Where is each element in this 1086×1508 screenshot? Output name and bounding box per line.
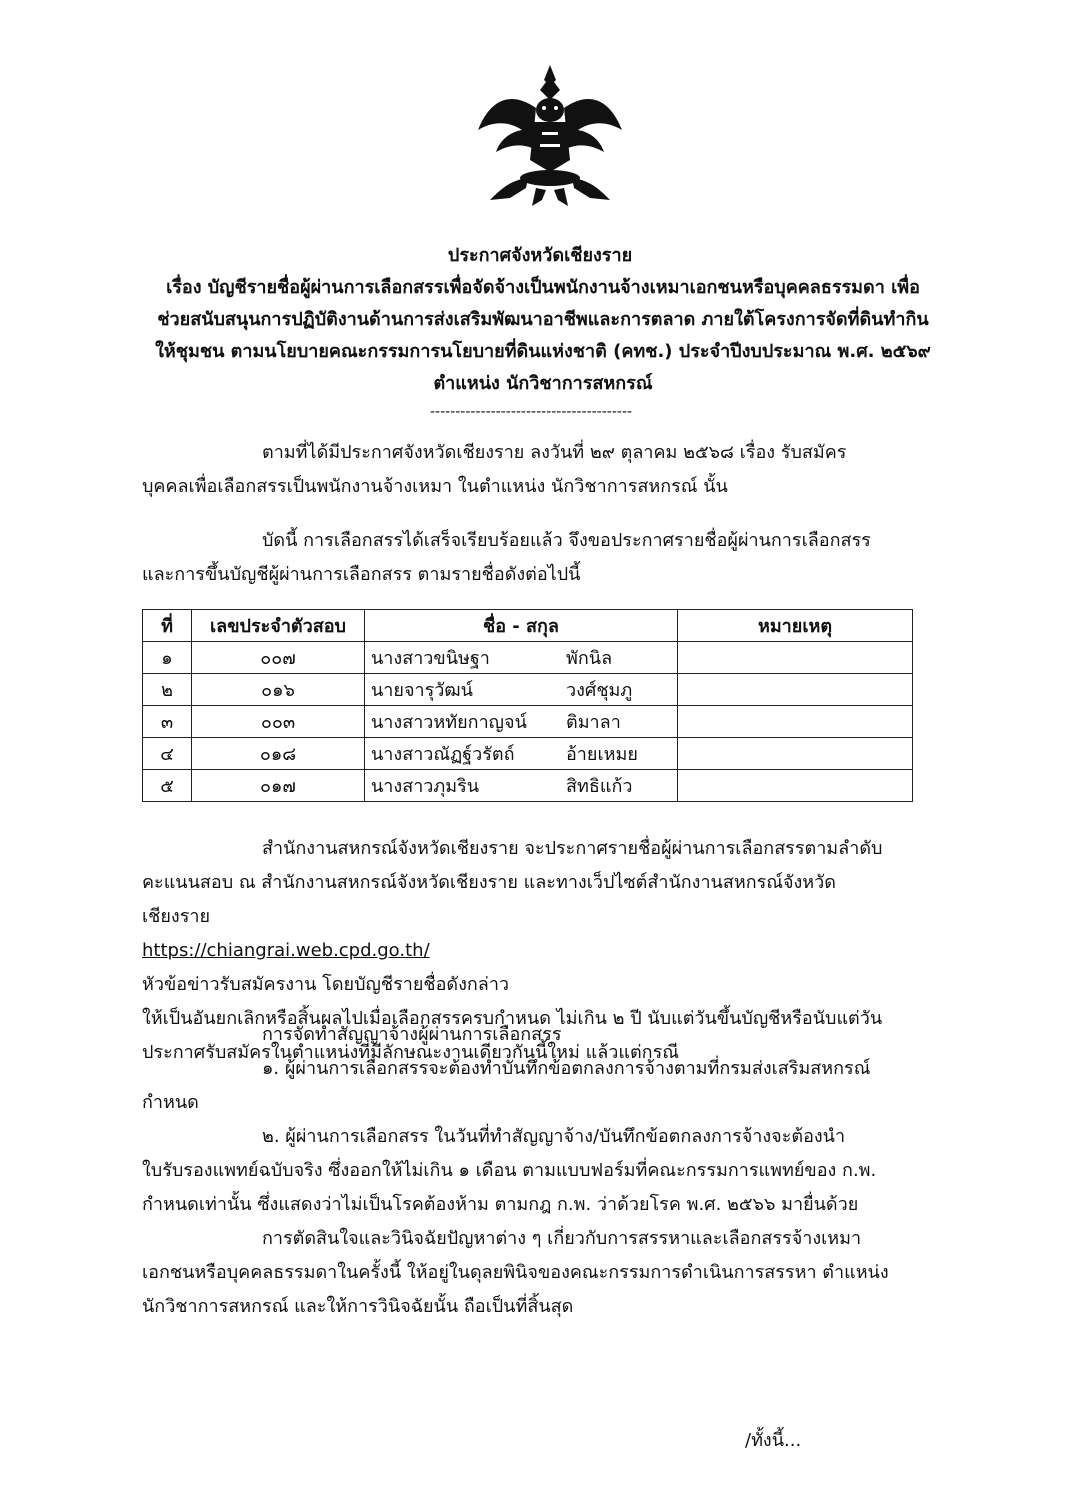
table-row: [143, 770, 913, 802]
contract-item: กำหนดเท่านั้น ซึ่งแสดงว่าไม่เป็นโรคต้องห้าม ตามกฎ ก.พ. ว่าด้วยโรค พ.ศ. ๒๕๖๖ มายื่นด้วย: [142, 1194, 859, 1215]
decision-line: นักวิชาการสหกรณ์ และให้การวินิจฉัยนั้น ถือเป็นที่สิ้นสุด: [142, 1296, 574, 1317]
office-text: หัวข้อข่าวรับสมัครงาน โดยบัญชีรายชื่อดังกล่าว: [142, 974, 510, 995]
subject-line: ช่วยสนับสนุนการปฏิบัติงานด้านการส่งเสริมพัฒนาอาชีพและการตลาด ภายใต้โครงการจัดที่ดินทำกิน: [157, 309, 929, 330]
cell-no: ๔: [143, 738, 192, 770]
col-header-name: ชื่อ - สกุล: [365, 610, 678, 642]
first-name: นางสาวณัฏฐ์วรัตถ์: [371, 744, 515, 765]
cell-note: [678, 738, 913, 770]
cell-exam-id: ๐๑๖: [192, 674, 365, 706]
last-name: อ้ายเหมย: [566, 744, 638, 765]
cell-note: [678, 642, 913, 674]
cell-exam-id: ๐๑๘: [192, 738, 365, 770]
first-name: นางสาวหทัยกาญจน์: [371, 712, 527, 733]
subject-line: ตำแหน่ง นักวิชาการสหกรณ์: [433, 373, 653, 394]
last-name: วงศ์ชุมภู: [566, 680, 633, 701]
cell-note: [678, 674, 913, 706]
intro-line: ตามที่ได้มีประกาศจังหวัดเชียงราย ลงวันที่ ๒๙ ตุลาคม ๒๕๖๘ เรื่อง รับสมัคร: [262, 442, 847, 463]
subject-line: ให้ชุมชน ตามนโยบายคณะกรรมการนโยบายที่ดินแห่งชาติ (คทช.) ประจำปีงบประมาณ พ.ศ. ๒๕๖๙: [155, 341, 931, 362]
col-header-no: ที่: [143, 610, 192, 642]
first-name: นางสาวขนิษฐา: [371, 648, 490, 669]
decision-line: เอกชนหรือบุคคลธรรมดาในครั้งนี้ ให้อยู่ในดุลยพินิจของคณะกรรมการดำเนินการสรรหา ตำแหน่ง: [142, 1262, 889, 1283]
office-line: สำนักงานสหกรณ์จังหวัดเชียงราย จะประกาศรายชื่อผู้ผ่านการเลือกสรรตามลำดับ: [262, 838, 883, 859]
cell-no: ๒: [143, 674, 192, 706]
garuda-emblem-icon: [470, 60, 630, 210]
contract-item: ใบรับรองแพทย์ฉบับจริง ซึ่งออกให้ไม่เกิน ๑ เดือน ตามแบบฟอร์มที่คณะกรรมการแพทย์ของ ก.พ.: [142, 1160, 877, 1181]
contract-item: กำหนด: [142, 1092, 199, 1113]
cell-name: [365, 738, 678, 770]
contract-item: ๒. ผู้ผ่านการเลือกสรร ในวันที่ทำสัญญาจ้าง/บันทึกข้อตกลงการจ้างจะต้องนำ: [262, 1126, 846, 1147]
table-row: [143, 674, 913, 706]
continued-marker: /ทั้งนี้...: [745, 1430, 802, 1451]
last-name: พักนิล: [566, 648, 613, 669]
cell-exam-id: ๐๐๓: [192, 706, 365, 738]
announce-paragraph: [142, 524, 871, 592]
cell-name: [365, 642, 678, 674]
table-row: [143, 706, 913, 738]
contract-item: ๑. ผู้ผ่านการเลือกสรรจะต้องทำบันทึกข้อตกลงการจ้างตามที่กรมส่งเสริมสหกรณ์: [262, 1058, 871, 1079]
cell-note: [678, 706, 913, 738]
last-name: ติมาลา: [566, 712, 621, 733]
office-line: ประกาศรับสมัครในตำแหน่งที่มีลักษณะงานเดียวกันนี้ใหม่ แล้วแต่กรณี: [142, 1042, 679, 1063]
announce-line: และการขึ้นบัญชีผู้ผ่านการเลือกสรร ตามรายชื่อดังต่อไปนี้: [142, 564, 581, 585]
office-line: ให้เป็นอันยกเลิกหรือสิ้นผลไปเมื่อเลือกสรรครบกำหนด ไม่เกิน ๒ ปี นับแต่วันขึ้นบัญชีหรือนับแต่วัน: [142, 1008, 883, 1029]
cell-note: [678, 770, 913, 802]
cell-name: [365, 770, 678, 802]
title-text: ประกาศจังหวัดเชียงราย: [447, 245, 633, 266]
intro-paragraph: [142, 436, 846, 504]
cell-no: ๕: [143, 770, 192, 802]
col-header-note: หมายเหตุ: [678, 610, 913, 642]
cell-no: ๑: [143, 642, 192, 674]
intro-line: บุคคลเพื่อเลือกสรรเป็นพนักงานจ้างเหมา ในตำแหน่ง นักวิชาการสหกรณ์ นั้น: [142, 476, 728, 497]
announce-line: บัดนี้ การเลือกสรรได้เสร็จเรียบร้อยแล้ว จึงขอประกาศรายชื่อผู้ผ่านการเลือกสรร: [262, 530, 871, 551]
first-name: นายจารุวัฒน์: [371, 680, 473, 701]
divider-line: ----------------------------------------: [430, 404, 633, 420]
cell-exam-id: ๐๐๗: [192, 642, 365, 674]
subject-block: [148, 272, 938, 400]
decision-line: การตัดสินใจและวินิจฉัยปัญหาต่าง ๆ เกี่ยวกับการสรรหาและเลือกสรรจ้างเหมา: [262, 1228, 862, 1249]
office-line: คะแนนสอบ ณ สำนักงานสหกรณ์จังหวัดเชียงราย และทางเว็ปไซต์สำนักงานสหกรณ์จังหวัด: [142, 872, 836, 893]
contract-heading: การจัดทำสัญญาจ้างผู้ผ่านการเลือกสรร: [262, 1024, 562, 1045]
cell-name: [365, 674, 678, 706]
col-header-exam-id: เลขประจำตัวสอบ: [192, 610, 365, 642]
cell-name: [365, 706, 678, 738]
last-name: สิทธิแก้ว: [566, 776, 633, 797]
contract-section: [142, 1018, 889, 1324]
office-text: เชียงราย: [142, 906, 211, 927]
table-row: [143, 642, 913, 674]
cell-exam-id: ๐๑๗: [192, 770, 365, 802]
passed-candidates-table: [142, 609, 913, 802]
table-row: [143, 738, 913, 770]
office-line-with-link: [142, 900, 882, 1002]
first-name: นางสาวภุมริน: [371, 776, 480, 797]
table-header-row: [143, 610, 913, 642]
website-link[interactable]: https://chiangrai.web.cpd.go.th/: [142, 940, 430, 961]
announcement-title: [140, 240, 940, 272]
cell-no: ๓: [143, 706, 192, 738]
subject-line: เรื่อง บัญชีรายชื่อผู้ผ่านการเลือกสรรเพื่อจัดจ้างเป็นพนักงานจ้างเหมาเอกชนหรือบุคคลธรรมดา เพื่อ: [166, 277, 920, 298]
